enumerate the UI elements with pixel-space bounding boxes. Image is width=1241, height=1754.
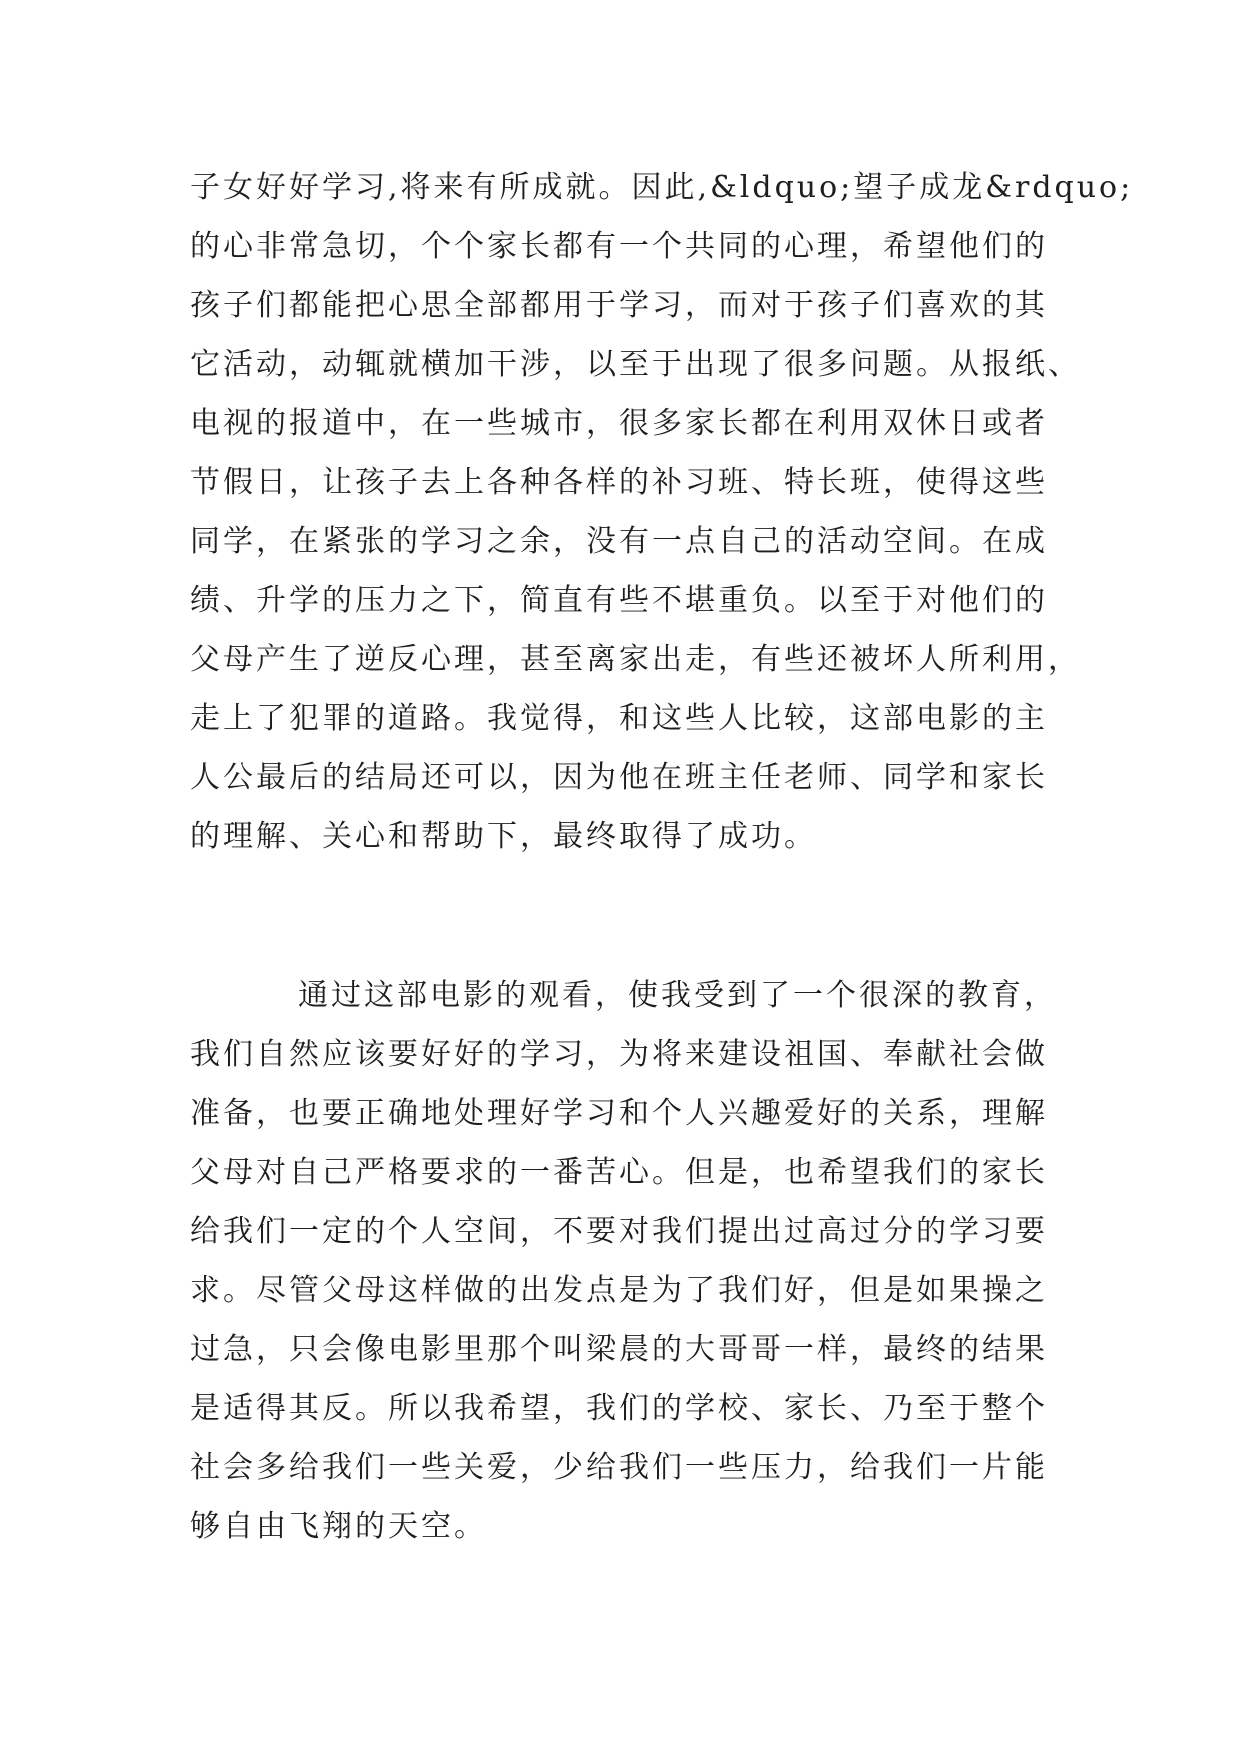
paragraph-line: 的心非常急切，个个家长都有一个共同的心理，希望他们的	[190, 229, 1048, 264]
paragraph-line: 求。尽管父母这样做的出发点是为了我们好，但是如果操之	[190, 1273, 1048, 1308]
paragraph-line: 的理解、关心和帮助下，最终取得了成功。	[190, 819, 817, 854]
paragraph-line: 走上了犯罪的道路。我觉得，和这些人比较，这部电影的主	[190, 701, 1048, 736]
paragraph-first-line: 通过这部电影的观看，使我受到了一个很深的教育，	[298, 978, 1057, 1013]
paragraph-line: 给我们一定的个人空间，不要对我们提出过高过分的学习要	[190, 1214, 1048, 1249]
paragraph-line: 准备，也要正确地处理好学习和个人兴趣爱好的关系，理解	[190, 1096, 1048, 1131]
paragraph-line: 父母产生了逆反心理，甚至离家出走，有些还被坏人所利用，	[190, 642, 1081, 677]
paragraph-line: 子女好好学习,将来有所成就。因此,&ldquo;望子成龙&rdquo;	[190, 170, 1134, 205]
paragraph-line: 父母对自己严格要求的一番苦心。但是，也希望我们的家长	[190, 1155, 1048, 1190]
paragraph-line: 我们自然应该要好好的学习，为将来建设祖国、奉献社会做	[190, 1037, 1048, 1072]
paragraph-line: 绩、升学的压力之下，简直有些不堪重负。以至于对他们的	[190, 583, 1048, 618]
paragraph-line: 社会多给我们一些关爱，少给我们一些压力，给我们一片能	[190, 1450, 1048, 1485]
paragraph-line: 够自由飞翔的天空。	[190, 1509, 487, 1544]
paragraph-line: 同学，在紧张的学习之余，没有一点自己的活动空间。在成	[190, 524, 1048, 559]
paragraph-line: 它活动，动辄就横加干涉，以至于出现了很多问题。从报纸、	[190, 347, 1081, 382]
paragraph-2	[190, 966, 1070, 1556]
paragraph-1	[190, 158, 1134, 866]
paragraph-line: 人公最后的结局还可以，因为他在班主任老师、同学和家长	[190, 760, 1048, 795]
paragraph-line: 过急，只会像电影里那个叫梁晨的大哥哥一样，最终的结果	[190, 1332, 1048, 1367]
paragraph-line: 孩子们都能把心思全部都用于学习，而对于孩子们喜欢的其	[190, 288, 1048, 323]
paragraph-line: 电视的报道中，在一些城市，很多家长都在利用双休日或者	[190, 406, 1048, 441]
paragraph-line: 是适得其反。所以我希望，我们的学校、家长、乃至于整个	[190, 1391, 1048, 1426]
paragraph-line: 节假日，让孩子去上各种各样的补习班、特长班，使得这些	[190, 465, 1048, 500]
